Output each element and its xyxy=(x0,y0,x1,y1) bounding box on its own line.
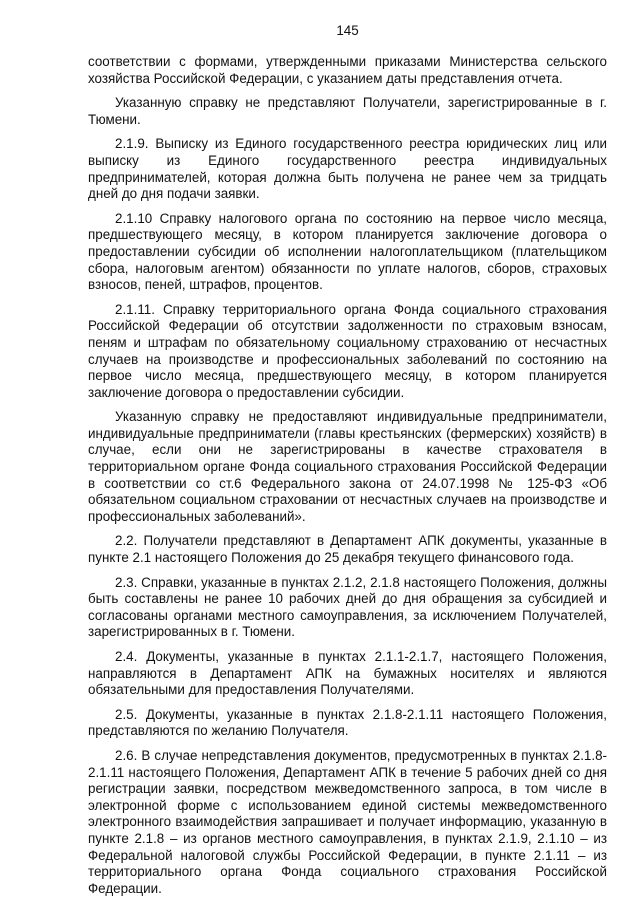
paragraph-2-1-10: 2.1.10 Справку налогового органа по состоянию на первое число месяца, предшествующего месяцу, в котором планируется заключение договора о предоставлении субсидии об исполнении налогоплательщиком (плательщиком сбора, налоговым агентом) обязанности по уплате налогов, сборов, страховых взносов, пеней, штрафов, процентов. xyxy=(88,210,607,293)
paragraph-2-1-9: 2.1.9. Выписку из Единого государственного реестра юридических лиц или выписку из Единого государственного реестра индивидуальных предпринимателей, которая должна быть получена не ранее чем за тридцать дней до дня подачи заявки. xyxy=(88,136,607,202)
paragraph-2-5: 2.5. Документы, указанные в пунктах 2.1.8-2.1.11 настоящего Положения, представляются по желанию Получателя. xyxy=(88,706,607,739)
paragraph-2-4: 2.4. Документы, указанные в пунктах 2.1.1-2.1.7, настоящего Положения, направляются в Департамент АПК на бумажных носителях и являются обязательными для предоставления Получателями. xyxy=(88,649,607,698)
paragraph-2-3: 2.3. Справки, указанные в пунктах 2.1.2, 2.1.8 настоящего Положения, должны быть составлены не ранее 10 рабочих дней до дня обращения за субсидией и согласованы органами местного самоуправления, за исключением Получателей, зарегистрированных в г. Тюмени. xyxy=(88,574,607,640)
page-number: 145 xyxy=(336,23,359,38)
paragraph-2-1-11: 2.1.11. Справку территориального органа Фонда социального страхования Российской Федерации об отсутствии задолженности по страховым взносам, пеням и штрафам по обязательному социальному страхованию от несчастных случаев на производстве и профессиональных заболеваний по состоянию на первое число месяца, предшествующего месяцу, в котором планируется заключение договора о предоставлении субсидии. xyxy=(88,301,607,400)
paragraph-2-6: 2.6. В случае непредставления документов, предусмотренных в пунктах 2.1.8-2.1.11 настоящего Положения, Департамент АПК в течение 5 рабочих дней со дня регистрации заявки, посредством межведомственного запроса, в том числе в электронной форме с использованием единой системы межведомственного электронного взаимодействия запрашивает и получает информацию, указанную в пункте 2.1.8 – из органов местного самоуправления, в пунктах 2.1.9, 2.1.10 – из Федеральной налоговой службы Российской Федерации, в пункте 2.1.11 – из территориального органа Фонда социального страхования Российской Федерации. xyxy=(88,747,607,896)
document-body xyxy=(88,54,607,905)
paragraph-note-tyumen: Указанную справку не представляют Получатели, зарегистрированные в г. Тюмени. xyxy=(88,95,607,127)
paragraph-continuation: соответствии с формами, утвержденными приказами Министерства сельского хозяйства Российской Федерации, с указанием даты представления отчета. xyxy=(88,54,607,86)
paragraph-note-entrepreneurs: Указанную справку не предоставляют индивидуальные предприниматели, индивидуальные предприниматели (главы крестьянских (фермерских) хозяйств) в случае, если они не зарегистрированы в качестве страхователя в территориальном органе Фонда социального страхования Российской Федерации в соответствии со ст.6 Федерального закона от 24.07.1998 № 125-ФЗ «Об обязательном социальном страховании от несчастных случаев на производстве и профессиональных заболеваний». xyxy=(88,409,607,524)
paragraph-2-2: 2.2. Получатели представляют в Департамент АПК документы, указанные в пункте 2.1 настоящего Положения до 25 декабря текущего финансового года. xyxy=(88,533,607,566)
